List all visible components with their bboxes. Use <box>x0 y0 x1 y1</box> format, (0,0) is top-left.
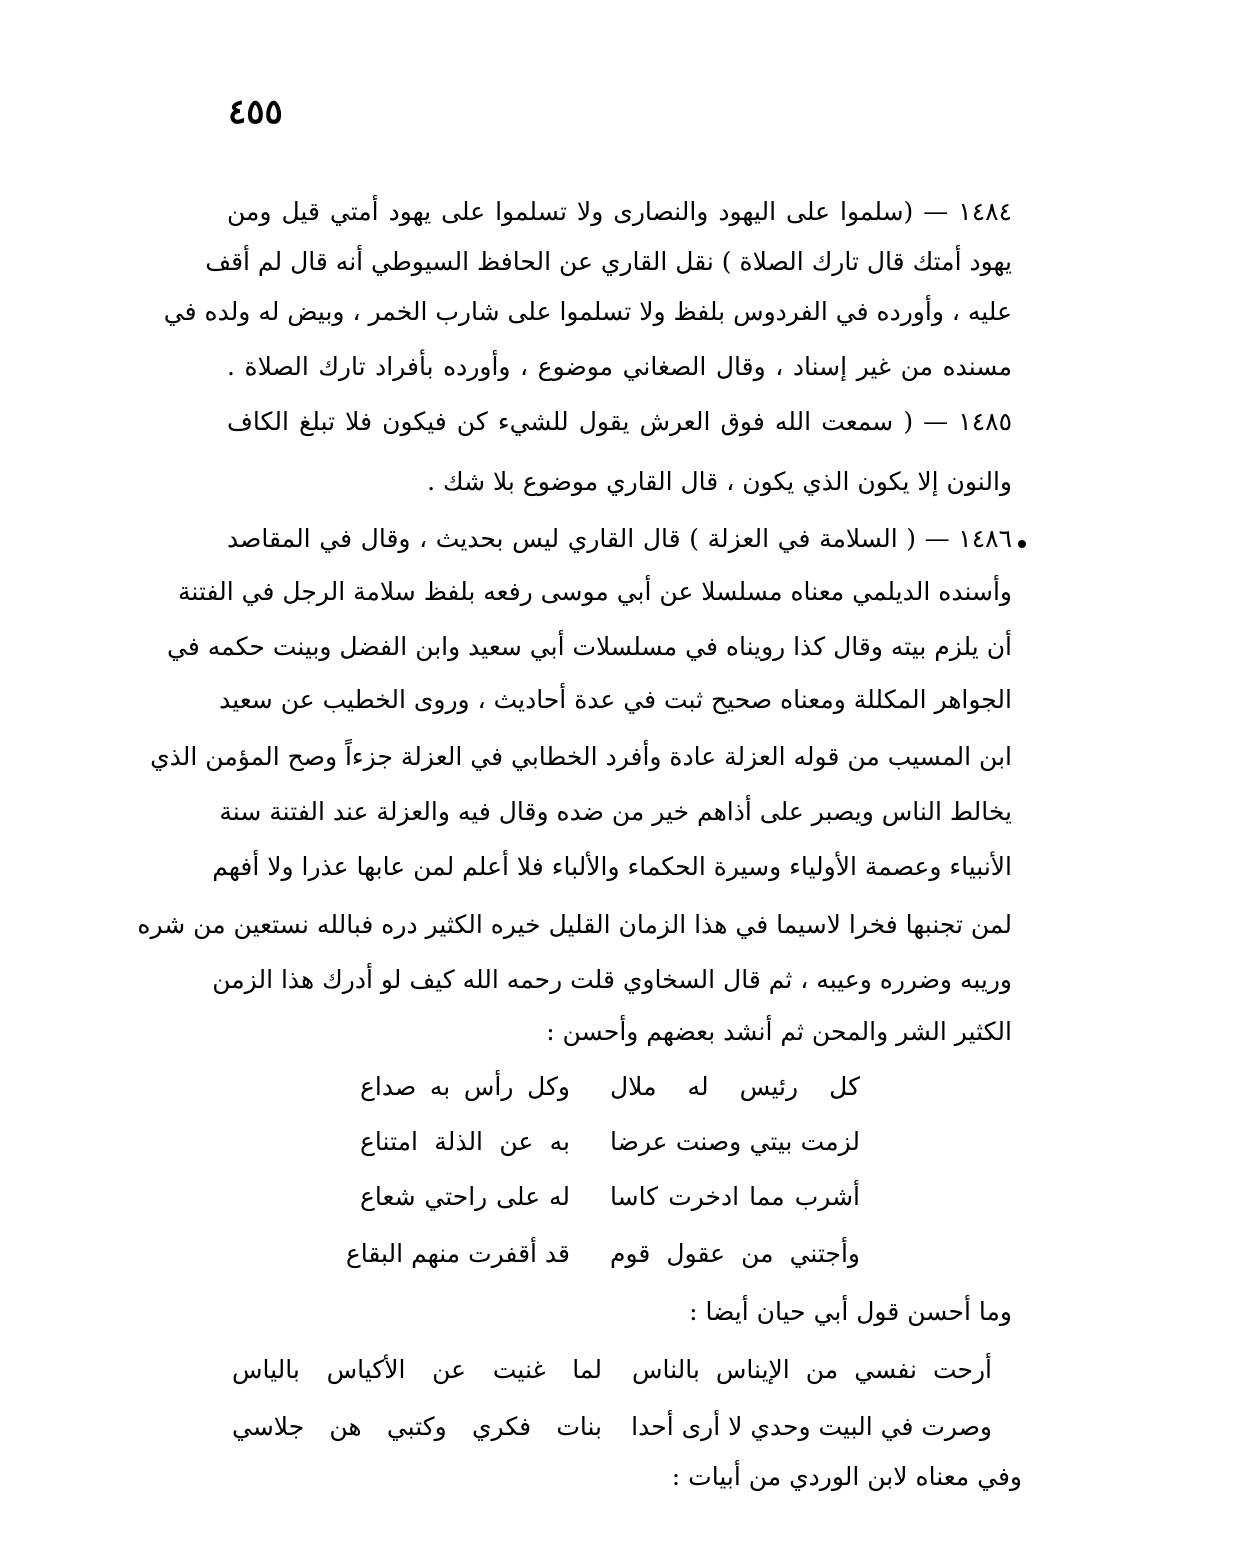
text-line: الجواهر المكللة ومعناه صحيح ثبت في عدة أحاديث ، وروى الخطيب عن سعيد <box>219 685 1012 714</box>
text-line: ١٤٨٤ — (سلموا على اليهود والنصارى ولا تسلموا على يهود أمتي قيل ومن <box>227 197 1012 226</box>
text-line: وأسنده الديلمي معناه مسلسلا عن أبي موسى رفعه بلفظ سلامة الرجل في الفتنة <box>178 577 1012 606</box>
text-line: وما أحسن قول أبي حيان أيضا : <box>689 1297 1012 1326</box>
text-line: الكثير الشر والمحن ثم أنشد بعضهم وأحسن : <box>546 1017 1012 1046</box>
text-line: الأنبياء وعصمة الأولياء وسيرة الحكماء والألباء فلا أعلم لمن عابها عذرا ولا أفهم <box>212 852 1012 881</box>
verse-row <box>345 1232 860 1276</box>
verse-first-hemistich: وصرت في البيت وحدي لا أرى أحدا <box>631 1412 992 1441</box>
verse-row <box>360 1175 860 1219</box>
verse-second-hemistich: قد أقفرت منهم البقاع <box>345 1239 570 1268</box>
verse-first-hemistich: وأجتني من عقول قوم <box>610 1239 860 1268</box>
verse-first-hemistich: أشرب مما ادخرت كاسا <box>610 1182 860 1211</box>
page-number: ٤٥٥ <box>228 92 283 132</box>
verse-row <box>232 1348 992 1392</box>
text-line: لمن تجنبها فخرا لاسيما في هذا الزمان القليل خيره الكثير دره فبالله نستعين من شره <box>137 910 1012 939</box>
text-line: وفي معناه لابن الوردي من أبيات : <box>671 1462 1022 1491</box>
verse-second-hemistich: له على راحتي شعاع <box>360 1182 570 1211</box>
verse-second-hemistich: به عن الذلة امتناع <box>360 1127 570 1156</box>
text-line: مسنده من غير إسناد ، وقال الصغاني موضوع ، وأورده بأفراد تارك الصلاة . <box>227 352 1013 381</box>
verse-first-hemistich: لزمت بيتي وصنت عرضا <box>610 1127 860 1156</box>
text-line: ١٤٨٦ — ( السلامة في العزلة ) قال القاري ليس بحديث ، وقال في المقاصد <box>227 524 1012 553</box>
verse-first-hemistich: كل رئيس له ملال <box>610 1072 860 1101</box>
verse-second-hemistich: بنات فكري وكتبي هن جلاسي <box>232 1412 602 1441</box>
verse-row <box>360 1120 860 1164</box>
text-line: يهود أمتك قال تارك الصلاة ) نقل القاري عن الحافظ السيوطي أنه قال لم أقف <box>205 247 1012 276</box>
text-line: ابن المسيب من قوله العزلة عادة وأفرد الخطابي في العزلة جزءاً وصح المؤمن الذي <box>150 742 1012 771</box>
text-line: يخالط الناس ويصبر على أذاهم خير من ضده وقال فيه والعزلة عند الفتنة سنة <box>219 797 1012 826</box>
verse-second-hemistich: لما غنيت عن الأكياس بالياس <box>232 1355 602 1384</box>
text-line: أن يلزم بيته وقال كذا رويناه في مسلسلات أبي سعيد وابن الفضل وبينت حكمه في <box>167 632 1012 661</box>
verse-row <box>360 1065 860 1109</box>
verse-first-hemistich: أرحت نفسي من الإيناس بالناس <box>632 1355 992 1384</box>
verse-second-hemistich: وكل رأس به صداع <box>360 1072 570 1101</box>
margin-bullet-mark <box>1018 540 1026 548</box>
text-line: عليه ، وأورده في الفردوس بلفظ ولا تسلموا على شارب الخمر ، وبيض له ولده في <box>163 297 1012 326</box>
text-line: وريبه وضرره وعيبه ، ثم قال السخاوي قلت رحمه الله كيف لو أدرك هذا الزمن <box>212 965 1012 994</box>
text-line: ١٤٨٥ — ( سمعت الله فوق العرش يقول للشيء كن فيكون فلا تبلغ الكاف <box>227 407 1012 436</box>
verse-row <box>232 1405 992 1449</box>
text-line: والنون إلا يكون الذي يكون ، قال القاري موضوع بلا شك . <box>427 467 1012 496</box>
